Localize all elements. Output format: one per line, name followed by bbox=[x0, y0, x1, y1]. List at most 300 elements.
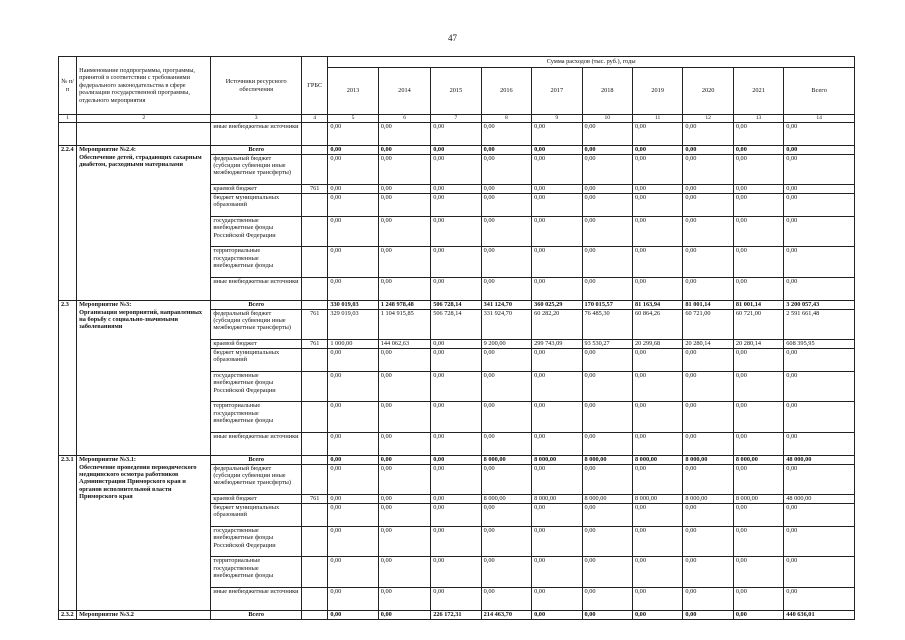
funding-source-cell: федеральный бюджет (субсидии субвенции иные межбюджетные трансферты) bbox=[211, 464, 302, 495]
year-amount-cell: 8 000,00 bbox=[532, 456, 582, 464]
year-amount-cell: 170 015,57 bbox=[582, 301, 632, 309]
year-amount-cell: 0,00 bbox=[582, 557, 632, 588]
header-column-number: 2 bbox=[77, 115, 211, 123]
year-amount-cell: 0,00 bbox=[481, 464, 531, 495]
year-amount-cell: 0,00 bbox=[683, 193, 733, 216]
year-amount-cell: 0,00 bbox=[481, 146, 531, 154]
year-amount-cell: 0,00 bbox=[582, 146, 632, 154]
year-amount-cell: 0,00 bbox=[481, 123, 531, 146]
year-amount-cell: 0,00 bbox=[733, 193, 783, 216]
year-amount-cell: 0,00 bbox=[431, 557, 481, 588]
grbs-cell bbox=[302, 348, 328, 371]
header-year-2: 2015 bbox=[431, 68, 481, 115]
year-amount-cell: 0,00 bbox=[532, 348, 582, 371]
row-number-cell bbox=[59, 123, 77, 146]
year-amount-cell: 0,00 bbox=[328, 464, 378, 495]
activity-description: Обеспечение детей, страдающих сахарным диабетом, расходными материалами bbox=[79, 153, 202, 168]
row-number-cell: 2.3.1 bbox=[59, 456, 77, 611]
year-amount-cell: 0,00 bbox=[733, 247, 783, 278]
year-amount-cell: 0,00 bbox=[378, 503, 430, 526]
year-amount-cell: 0,00 bbox=[683, 464, 733, 495]
year-amount-cell: 0,00 bbox=[532, 193, 582, 216]
header-num: № п/п bbox=[59, 57, 77, 115]
year-amount-cell: 329 019,03 bbox=[328, 309, 378, 340]
year-amount-cell: 0,00 bbox=[683, 503, 733, 526]
year-amount-cell: 0,00 bbox=[532, 216, 582, 247]
header-year-4: 2017 bbox=[532, 68, 582, 115]
header-year-9: Всего bbox=[784, 68, 855, 115]
year-amount-cell: 81 163,94 bbox=[632, 301, 682, 309]
year-amount-cell: 0,00 bbox=[328, 587, 378, 610]
year-amount-cell: 0,00 bbox=[683, 247, 733, 278]
total-amount-cell: 0,00 bbox=[784, 154, 855, 185]
year-amount-cell: 0,00 bbox=[532, 371, 582, 402]
grbs-cell bbox=[302, 277, 328, 300]
year-amount-cell: 0,00 bbox=[378, 348, 430, 371]
year-amount-cell: 331 924,70 bbox=[481, 309, 531, 340]
year-amount-cell: 0,00 bbox=[582, 402, 632, 433]
total-amount-cell: 0,00 bbox=[784, 348, 855, 371]
year-amount-cell: 0,00 bbox=[733, 464, 783, 495]
year-amount-cell: 0,00 bbox=[328, 495, 378, 503]
year-amount-cell: 0,00 bbox=[632, 432, 682, 455]
year-amount-cell: 0,00 bbox=[378, 557, 430, 588]
year-amount-cell: 0,00 bbox=[328, 611, 378, 619]
year-amount-cell: 8 000,00 bbox=[582, 495, 632, 503]
total-amount-cell: 0,00 bbox=[784, 587, 855, 610]
year-amount-cell: 8 000,00 bbox=[733, 495, 783, 503]
year-amount-cell: 0,00 bbox=[582, 277, 632, 300]
year-amount-cell: 0,00 bbox=[378, 456, 430, 464]
grbs-cell bbox=[302, 557, 328, 588]
year-amount-cell: 0,00 bbox=[532, 503, 582, 526]
year-amount-cell: 1 248 978,48 bbox=[378, 301, 430, 309]
year-amount-cell: 1 104 915,85 bbox=[378, 309, 430, 340]
grbs-cell bbox=[302, 464, 328, 495]
year-amount-cell: 0,00 bbox=[582, 348, 632, 371]
year-amount-cell: 8 000,00 bbox=[481, 495, 531, 503]
year-amount-cell: 20 280,14 bbox=[683, 340, 733, 348]
header-column-number: 12 bbox=[683, 115, 733, 123]
year-amount-cell: 341 124,70 bbox=[481, 301, 531, 309]
year-amount-cell: 0,00 bbox=[683, 348, 733, 371]
year-amount-cell: 0,00 bbox=[582, 432, 632, 455]
year-amount-cell: 0,00 bbox=[632, 348, 682, 371]
total-amount-cell: 0,00 bbox=[784, 557, 855, 588]
year-amount-cell: 0,00 bbox=[328, 526, 378, 557]
header-column-number: 7 bbox=[431, 115, 481, 123]
header-column-number: 5 bbox=[328, 115, 378, 123]
header-column-number: 9 bbox=[532, 115, 582, 123]
funding-source-cell: краевой бюджет bbox=[211, 495, 302, 503]
year-amount-cell: 0,00 bbox=[733, 432, 783, 455]
year-amount-cell: 0,00 bbox=[632, 216, 682, 247]
header-source: Источники ресурсного обеспечения bbox=[211, 57, 302, 115]
year-amount-cell: 0,00 bbox=[328, 432, 378, 455]
grbs-cell: 761 bbox=[302, 185, 328, 193]
funding-source-cell: бюджет муниципальных образований bbox=[211, 348, 302, 371]
year-amount-cell: 0,00 bbox=[378, 247, 430, 278]
year-amount-cell: 8 000,00 bbox=[683, 456, 733, 464]
table-row bbox=[59, 611, 855, 619]
year-amount-cell: 0,00 bbox=[632, 371, 682, 402]
year-amount-cell: 0,00 bbox=[683, 611, 733, 619]
year-amount-cell: 0,00 bbox=[378, 123, 430, 146]
year-amount-cell: 0,00 bbox=[431, 371, 481, 402]
year-amount-cell: 299 743,09 bbox=[532, 340, 582, 348]
year-amount-cell: 0,00 bbox=[431, 193, 481, 216]
year-amount-cell: 0,00 bbox=[481, 432, 531, 455]
year-amount-cell: 0,00 bbox=[328, 402, 378, 433]
header-column-number: 1 bbox=[59, 115, 77, 123]
year-amount-cell: 0,00 bbox=[431, 464, 481, 495]
year-amount-cell: 0,00 bbox=[378, 464, 430, 495]
total-amount-cell: 0,00 bbox=[784, 432, 855, 455]
year-amount-cell: 0,00 bbox=[632, 587, 682, 610]
year-amount-cell: 81 001,14 bbox=[683, 301, 733, 309]
year-amount-cell: 0,00 bbox=[481, 526, 531, 557]
year-amount-cell: 0,00 bbox=[532, 432, 582, 455]
year-amount-cell: 0,00 bbox=[632, 464, 682, 495]
year-amount-cell: 0,00 bbox=[733, 277, 783, 300]
source-total-label: Всего bbox=[211, 611, 302, 619]
year-amount-cell: 0,00 bbox=[378, 193, 430, 216]
year-amount-cell: 0,00 bbox=[481, 247, 531, 278]
funding-source-cell: иные внебюджетные источники bbox=[211, 432, 302, 455]
year-amount-cell: 0,00 bbox=[683, 587, 733, 610]
activity-title: Мероприятие №3.2 bbox=[79, 611, 134, 619]
year-amount-cell: 0,00 bbox=[632, 557, 682, 588]
year-amount-cell: 0,00 bbox=[431, 154, 481, 185]
total-amount-cell: 0,00 bbox=[784, 526, 855, 557]
total-amount-cell: 0,00 bbox=[784, 402, 855, 433]
funding-source-cell: государственные внебюджетные фонды Российской Федерации bbox=[211, 216, 302, 247]
total-amount-cell: 0,00 bbox=[784, 146, 855, 154]
year-amount-cell: 0,00 bbox=[378, 526, 430, 557]
activity-name-cell bbox=[77, 611, 211, 619]
year-amount-cell: 0,00 bbox=[582, 503, 632, 526]
total-amount-cell: 0,00 bbox=[784, 277, 855, 300]
year-amount-cell: 0,00 bbox=[328, 185, 378, 193]
year-amount-cell: 0,00 bbox=[733, 402, 783, 433]
year-amount-cell: 0,00 bbox=[683, 526, 733, 557]
funding-source-cell: государственные внебюджетные фонды Российской Федерации bbox=[211, 526, 302, 557]
year-amount-cell: 8 000,00 bbox=[532, 495, 582, 503]
year-amount-cell: 226 172,31 bbox=[431, 611, 481, 619]
header-year-8: 2021 bbox=[733, 68, 783, 115]
year-amount-cell: 0,00 bbox=[378, 216, 430, 247]
year-amount-cell: 0,00 bbox=[481, 216, 531, 247]
year-amount-cell: 0,00 bbox=[481, 348, 531, 371]
year-amount-cell: 0,00 bbox=[481, 277, 531, 300]
year-amount-cell: 0,00 bbox=[632, 185, 682, 193]
header-year-5: 2018 bbox=[582, 68, 632, 115]
activity-name-cell bbox=[77, 123, 211, 146]
year-amount-cell: 0,00 bbox=[532, 587, 582, 610]
year-amount-cell: 0,00 bbox=[733, 154, 783, 185]
year-amount-cell: 0,00 bbox=[481, 402, 531, 433]
year-amount-cell: 0,00 bbox=[328, 557, 378, 588]
year-amount-cell: 20 280,14 bbox=[733, 340, 783, 348]
year-amount-cell: 8 000,00 bbox=[481, 456, 531, 464]
year-amount-cell: 0,00 bbox=[532, 557, 582, 588]
year-amount-cell: 0,00 bbox=[532, 464, 582, 495]
year-amount-cell: 0,00 bbox=[733, 348, 783, 371]
funding-source-cell: иные внебюджетные источники bbox=[211, 277, 302, 300]
year-amount-cell: 0,00 bbox=[532, 185, 582, 193]
table-body bbox=[59, 123, 855, 620]
header-column-number: 11 bbox=[632, 115, 682, 123]
year-amount-cell: 60 864,26 bbox=[632, 309, 682, 340]
year-amount-cell: 0,00 bbox=[733, 216, 783, 247]
total-amount-cell: 0,00 bbox=[784, 123, 855, 146]
year-amount-cell: 0,00 bbox=[328, 371, 378, 402]
year-amount-cell: 0,00 bbox=[532, 402, 582, 433]
year-amount-cell: 0,00 bbox=[582, 371, 632, 402]
year-amount-cell: 0,00 bbox=[328, 277, 378, 300]
year-amount-cell: 506 728,14 bbox=[431, 309, 481, 340]
header-year-7: 2020 bbox=[683, 68, 733, 115]
year-amount-cell: 0,00 bbox=[378, 277, 430, 300]
year-amount-cell: 506 728,14 bbox=[431, 301, 481, 309]
year-amount-cell: 0,00 bbox=[431, 340, 481, 348]
grbs-cell bbox=[302, 154, 328, 185]
year-amount-cell: 0,00 bbox=[532, 146, 582, 154]
year-amount-cell: 0,00 bbox=[632, 277, 682, 300]
year-amount-cell: 0,00 bbox=[632, 123, 682, 146]
row-number-cell: 2.3.2 bbox=[59, 611, 77, 619]
total-amount-cell: 0,00 bbox=[784, 371, 855, 402]
funding-source-cell: краевой бюджет bbox=[211, 340, 302, 348]
grbs-cell bbox=[302, 587, 328, 610]
year-amount-cell: 0,00 bbox=[481, 371, 531, 402]
funding-source-cell: бюджет муниципальных образований bbox=[211, 503, 302, 526]
year-amount-cell: 81 001,14 bbox=[733, 301, 783, 309]
grbs-cell bbox=[302, 371, 328, 402]
row-number-cell: 2.3 bbox=[59, 301, 77, 456]
year-amount-cell: 0,00 bbox=[431, 216, 481, 247]
header-column-numbers-row bbox=[59, 115, 855, 123]
total-amount-cell: 0,00 bbox=[784, 193, 855, 216]
activity-title: Мероприятие №3: bbox=[79, 301, 132, 309]
year-amount-cell: 0,00 bbox=[683, 557, 733, 588]
year-amount-cell: 0,00 bbox=[733, 557, 783, 588]
grbs-cell bbox=[302, 193, 328, 216]
year-amount-cell: 0,00 bbox=[481, 503, 531, 526]
year-amount-cell: 0,00 bbox=[328, 154, 378, 185]
total-amount-cell: 0,00 bbox=[784, 464, 855, 495]
year-amount-cell: 0,00 bbox=[582, 193, 632, 216]
funding-source-cell: бюджет муниципальных образований bbox=[211, 193, 302, 216]
header-year-1: 2014 bbox=[378, 68, 430, 115]
grbs-cell bbox=[302, 402, 328, 433]
funding-source-cell: территориальные государственные внебюджетные фонды bbox=[211, 557, 302, 588]
year-amount-cell: 0,00 bbox=[683, 432, 733, 455]
source-total-label: Всего bbox=[211, 301, 302, 309]
year-amount-cell: 76 485,30 bbox=[582, 309, 632, 340]
year-amount-cell: 8 000,00 bbox=[683, 495, 733, 503]
year-amount-cell: 0,00 bbox=[733, 611, 783, 619]
header-column-number: 3 bbox=[211, 115, 302, 123]
year-amount-cell: 0,00 bbox=[632, 154, 682, 185]
total-amount-cell: 3 200 057,43 bbox=[784, 301, 855, 309]
activity-description: Организация мероприятий, направленных на борьбу с социально-значимыми заболеваниями bbox=[79, 308, 203, 331]
year-amount-cell: 0,00 bbox=[378, 402, 430, 433]
grbs-cell bbox=[302, 526, 328, 557]
header-year-0: 2013 bbox=[328, 68, 378, 115]
funding-source-cell: федеральный бюджет (субсидии субвенции иные межбюджетные трансферты) bbox=[211, 309, 302, 340]
year-amount-cell: 0,00 bbox=[431, 247, 481, 278]
year-amount-cell: 0,00 bbox=[431, 348, 481, 371]
source-total-label: Всего bbox=[211, 146, 302, 154]
total-amount-cell: 2 591 661,48 bbox=[784, 309, 855, 340]
year-amount-cell: 0,00 bbox=[328, 348, 378, 371]
header-column-number: 4 bbox=[302, 115, 328, 123]
year-amount-cell: 0,00 bbox=[328, 216, 378, 247]
year-amount-cell: 0,00 bbox=[378, 587, 430, 610]
year-amount-cell: 0,00 bbox=[481, 587, 531, 610]
year-amount-cell: 0,00 bbox=[683, 277, 733, 300]
year-amount-cell: 0,00 bbox=[733, 146, 783, 154]
year-amount-cell: 0,00 bbox=[733, 185, 783, 193]
year-amount-cell: 0,00 bbox=[431, 456, 481, 464]
year-amount-cell: 20 299,68 bbox=[632, 340, 682, 348]
grbs-cell bbox=[302, 216, 328, 247]
year-amount-cell: 0,00 bbox=[632, 193, 682, 216]
year-amount-cell: 0,00 bbox=[582, 611, 632, 619]
table-row bbox=[59, 146, 855, 154]
year-amount-cell: 60 282,20 bbox=[532, 309, 582, 340]
activity-name-cell bbox=[77, 456, 211, 611]
table-row bbox=[59, 456, 855, 464]
grbs-cell bbox=[302, 301, 328, 309]
year-amount-cell: 0,00 bbox=[378, 146, 430, 154]
year-amount-cell: 8 000,00 bbox=[733, 456, 783, 464]
grbs-cell bbox=[302, 146, 328, 154]
year-amount-cell: 0,00 bbox=[431, 432, 481, 455]
source-total-label: Всего bbox=[211, 456, 302, 464]
year-amount-cell: 0,00 bbox=[328, 146, 378, 154]
year-amount-cell: 0,00 bbox=[431, 526, 481, 557]
year-amount-cell: 0,00 bbox=[431, 185, 481, 193]
year-amount-cell: 0,00 bbox=[632, 611, 682, 619]
year-amount-cell: 330 019,03 bbox=[328, 301, 378, 309]
year-amount-cell: 0,00 bbox=[582, 464, 632, 495]
year-amount-cell: 0,00 bbox=[431, 587, 481, 610]
year-amount-cell: 0,00 bbox=[328, 123, 378, 146]
year-amount-cell: 0,00 bbox=[632, 503, 682, 526]
grbs-cell bbox=[302, 611, 328, 619]
year-amount-cell: 0,00 bbox=[733, 503, 783, 526]
year-amount-cell: 0,00 bbox=[683, 216, 733, 247]
year-amount-cell: 8 000,00 bbox=[582, 456, 632, 464]
year-amount-cell: 93 530,27 bbox=[582, 340, 632, 348]
year-amount-cell: 0,00 bbox=[582, 587, 632, 610]
funding-source-cell: иные внебюджетные источники bbox=[211, 123, 302, 146]
funding-source-cell: государственные внебюджетные фонды Российской Федерации bbox=[211, 371, 302, 402]
year-amount-cell: 0,00 bbox=[733, 587, 783, 610]
activity-description: Обеспечение проведения периодического медицинского осмотра работников Администрации Приморского края и органов исполнительной власти Приморского края bbox=[79, 463, 197, 501]
year-amount-cell: 0,00 bbox=[378, 371, 430, 402]
table-row bbox=[59, 301, 855, 309]
year-amount-cell: 0,00 bbox=[431, 503, 481, 526]
year-amount-cell: 0,00 bbox=[481, 557, 531, 588]
year-amount-cell: 0,00 bbox=[378, 495, 430, 503]
year-amount-cell: 60 721,00 bbox=[733, 309, 783, 340]
year-amount-cell: 0,00 bbox=[532, 154, 582, 185]
year-amount-cell: 0,00 bbox=[378, 185, 430, 193]
total-amount-cell: 440 636,01 bbox=[784, 611, 855, 619]
year-amount-cell: 360 025,29 bbox=[532, 301, 582, 309]
year-amount-cell: 0,00 bbox=[532, 247, 582, 278]
year-amount-cell: 0,00 bbox=[632, 526, 682, 557]
year-amount-cell: 0,00 bbox=[683, 123, 733, 146]
activity-title: Мероприятие №3.1: bbox=[79, 456, 137, 464]
grbs-cell bbox=[302, 432, 328, 455]
year-amount-cell: 0,00 bbox=[582, 185, 632, 193]
header-sum: Сумма расходов (тыс. руб.), годы bbox=[328, 57, 855, 68]
year-amount-cell: 0,00 bbox=[582, 154, 632, 185]
year-amount-cell: 0,00 bbox=[328, 247, 378, 278]
grbs-cell: 761 bbox=[302, 495, 328, 503]
year-amount-cell: 0,00 bbox=[328, 193, 378, 216]
year-amount-cell: 0,00 bbox=[683, 185, 733, 193]
grbs-cell: 761 bbox=[302, 309, 328, 340]
year-amount-cell: 0,00 bbox=[378, 611, 430, 619]
year-amount-cell: 0,00 bbox=[683, 402, 733, 433]
year-amount-cell: 0,00 bbox=[582, 123, 632, 146]
funding-source-cell: федеральный бюджет (субсидии субвенции иные межбюджетные трансферты) bbox=[211, 154, 302, 185]
year-amount-cell: 0,00 bbox=[431, 123, 481, 146]
header-column-number: 14 bbox=[784, 115, 855, 123]
year-amount-cell: 0,00 bbox=[431, 402, 481, 433]
header-name: Наименование подпрограммы, программы, принятой в соответствии с требованиями федерального законодательства в сфере реализации государственной программы, отдельного мероприятия bbox=[77, 57, 211, 115]
year-amount-cell: 0,00 bbox=[481, 154, 531, 185]
year-amount-cell: 0,00 bbox=[532, 611, 582, 619]
total-amount-cell: 0,00 bbox=[784, 247, 855, 278]
year-amount-cell: 214 463,70 bbox=[481, 611, 531, 619]
year-amount-cell: 0,00 bbox=[532, 123, 582, 146]
year-amount-cell: 0,00 bbox=[431, 146, 481, 154]
year-amount-cell: 0,00 bbox=[632, 146, 682, 154]
year-amount-cell: 0,00 bbox=[683, 154, 733, 185]
activity-title: Мероприятие №2.4: bbox=[79, 146, 137, 154]
year-amount-cell: 0,00 bbox=[733, 371, 783, 402]
funding-source-cell: иные внебюджетные источники bbox=[211, 587, 302, 610]
activity-name-cell bbox=[77, 301, 211, 456]
row-number-cell: 2.2.4 bbox=[59, 146, 77, 301]
year-amount-cell: 0,00 bbox=[481, 193, 531, 216]
year-amount-cell: 0,00 bbox=[378, 154, 430, 185]
year-amount-cell: 0,00 bbox=[328, 503, 378, 526]
year-amount-cell: 60 721,00 bbox=[683, 309, 733, 340]
year-amount-cell: 0,00 bbox=[733, 123, 783, 146]
header-column-number: 10 bbox=[582, 115, 632, 123]
year-amount-cell: 0,00 bbox=[632, 402, 682, 433]
funding-source-cell: территориальные государственные внебюджетные фонды bbox=[211, 247, 302, 278]
grbs-cell: 761 bbox=[302, 340, 328, 348]
year-amount-cell: 0,00 bbox=[632, 247, 682, 278]
year-amount-cell: 0,00 bbox=[532, 526, 582, 557]
year-amount-cell: 0,00 bbox=[733, 526, 783, 557]
year-amount-cell: 144 062,63 bbox=[378, 340, 430, 348]
table-row bbox=[59, 123, 855, 146]
funding-source-cell: территориальные государственные внебюджетные фонды bbox=[211, 402, 302, 433]
year-amount-cell: 0,00 bbox=[481, 185, 531, 193]
total-amount-cell: 48 000,00 bbox=[784, 456, 855, 464]
total-amount-cell: 0,00 bbox=[784, 503, 855, 526]
year-amount-cell: 8 000,00 bbox=[632, 456, 682, 464]
